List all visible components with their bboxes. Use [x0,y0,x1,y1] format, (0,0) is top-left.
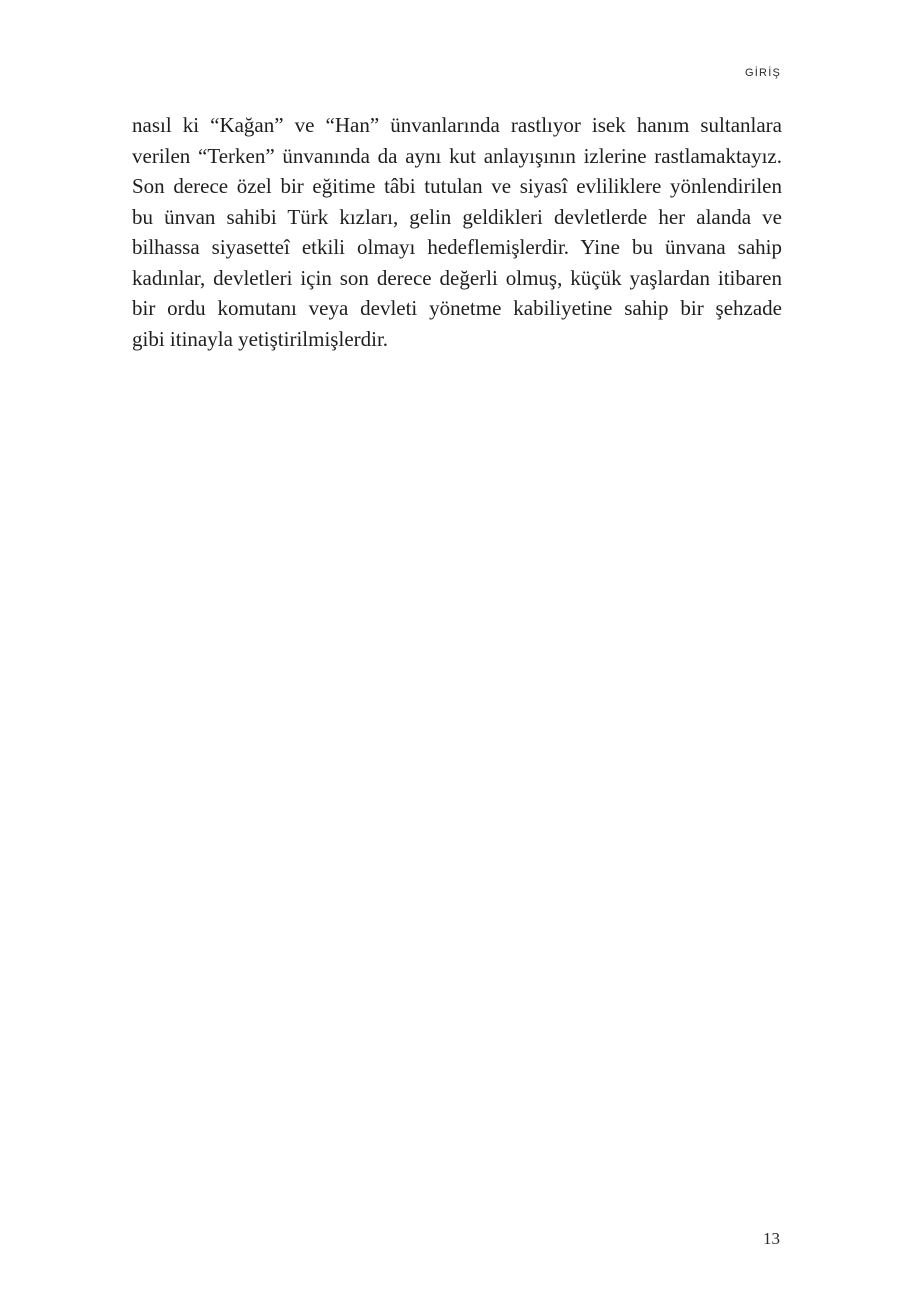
paragraph-line: bilhassa siyasetteî etkili olmayı hedeflemişlerdir. Yine bu ünvana sahip [132,235,782,259]
running-header: GİRİŞ [745,67,781,79]
paragraph-line: bir ordu komutanı veya devleti yönetme kabiliyetine sahip bir şehzade [132,296,782,320]
paragraph-line: verilen “Terken” ünvanında da aynı kut anlayışının izlerine rastlamaktayız. [132,143,782,168]
paragraph-line: nasıl ki “Kağan” ve “Han” ünvanlarında rastlıyor isek hanım sultanlara [132,113,782,137]
page-number: 13 [763,1229,780,1248]
paragraph-line: bu ünvan sahibi Türk kızları, gelin geldikleri devletlerde her alanda ve [132,204,782,229]
paragraph-line: gibi itinayla yetiştirilmişlerdir. [132,326,389,351]
paragraph-line: kadınlar, devletleri için son derece değerli olmuş, küçük yaşlardan itibaren [132,265,782,290]
paragraph-line: Son derece özel bir eğitime tâbi tutulan ve siyasî evliliklere yönlendirilen [132,174,782,198]
body-paragraph [132,110,782,354]
